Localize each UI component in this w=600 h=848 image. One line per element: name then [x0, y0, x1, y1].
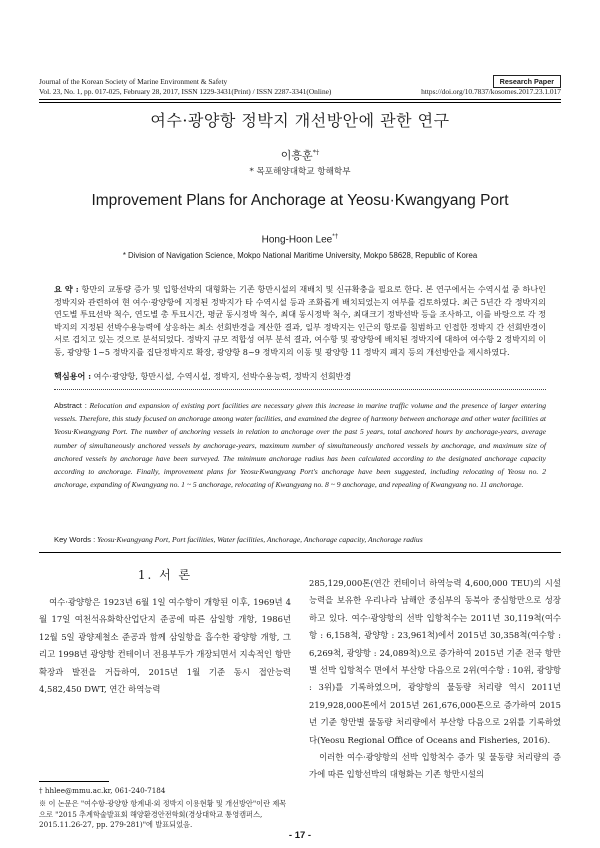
body-column-right	[309, 575, 561, 784]
body-paragraph: 285,129,000톤(연간 컨테이너 하역능력 4,600,000 TEU)의 시설능력을 보유한 우리나라 남해안 중심부의 동북아 중심항만으로 성장하고 있다. 여수·광양항의 선박 입항척수는 2011년 30,119척(여수항 : 6,158척, 광양항 : 23,961척)에서 2015년 30,358척(여수항 : 6,269척, 광양항 : 24,089척)으로 증가하여 2015년 기준 전국 항만별 선박 입항척수 면에서 부산항 다음으로 2위(여수항 : 10위, 광양항 : 3위)를 기록하였으며, 광양항의 물동량 처리량 역시 2011년 219,928,000톤에서 2015년 261,676,000톤으로 증가하여 2015년 기준 항만별 물동량 처리량에서 부산항 다음으로 2위를 기록하였다(Yeosu Regional Office of Oceans and Fisheries, 2016).	[309, 578, 561, 745]
english-keywords-text: Yeosu·Kwangyang Port, Port facilities, Water facilities, Anchorage, Anchorage capacity, Anchorage radius	[97, 535, 423, 544]
english-abstract-label: Abstract :	[54, 401, 87, 410]
header-rule-thin	[39, 102, 561, 103]
paper-type-badge: Research Paper	[493, 75, 561, 88]
doi-link[interactable]: https://doi.org/10.7837/kosomes.2017.23.1.017	[421, 87, 561, 96]
english-keywords-label: Key Words :	[54, 535, 96, 544]
english-author-name: Hong-Hoon Lee	[261, 234, 333, 246]
korean-keywords-label: 핵심용어 :	[54, 371, 92, 381]
body-column-left	[39, 594, 291, 698]
korean-abstract-label: 요 약 :	[54, 284, 79, 294]
journal-volume: Vol. 23, No. 1, pp. 017-025, February 28, 2017, ISSN 1229-3431(Print) / ISSN 2287-3341(Online)	[39, 87, 332, 96]
section-heading: 1. 서 론	[137, 568, 193, 582]
page-number: - 17 -	[288, 830, 312, 841]
english-abstract	[54, 399, 546, 491]
english-author	[0, 233, 600, 245]
english-keywords	[54, 534, 546, 547]
korean-author-name: 이흥훈	[280, 149, 313, 162]
korean-title: 여수·광양항 정박지 개선방안에 관한 연구	[150, 111, 450, 130]
english-abstract-text: Relocation and expansion of existing port facilities are necessary given this increase in marine traffic volume and the presence of larger entering vessels. Therefore, this study focused on anchorage among water facilities, and examined the degree of harmony between anchorage and other water facilities at Yeosu·Kwangyang Port. The number of anchoring vessels in relation to anchorage over the past 5 years, total anchored hours by anchorage-years, average number of simultaneously anchored vessels by anchorage-years, maximum number of simultaneously anchored vessels by anchorage, and maximum size of anchored vessels by anchorage have been surveyed. The minimum anchorage radius has been calculated according to the designated anchorage capacity according to anchorage. Finally, improvement plans for Yeosu·Kwangyang Port's anchorage have been suggested, including relocating of Yeosu no. 2 anchorage, expanding of Kwangyang no. 1 ~ 5 anchorage, relocating of Kwangyang no. 8 ~ 9 anchorage, and repealing of Kwangyang no. 11 anchorage.	[54, 401, 546, 490]
abstract-end-rule	[39, 552, 561, 553]
footnote-note: ※ 이 논문은 "여수항·광양항 항계내·외 정박지 이용현황 및 개선방안"이란 제목으로 "2015 추계학술발표회 해양환경안전학회(경상대학교 통영캠퍼스, 2015.11.26-27, pp. 279-281)"에 발표되었음.	[39, 799, 287, 830]
footnote-contact: † hhlee@mmu.ac.kr, 061-240-7184	[39, 786, 166, 795]
english-author-mark: *†	[332, 233, 339, 240]
abstract-divider	[54, 389, 546, 390]
korean-affiliation: * 목포해양대학교 항해학부	[249, 167, 351, 177]
english-title: Improvement Plans for Anchorage at Yeosu·Kwangyang Port	[91, 192, 509, 209]
footnote-rule	[39, 781, 109, 782]
korean-keywords-text: 여수·광양항, 항만시설, 수역시설, 정박지, 선박수용능력, 정박지 선회반경	[93, 371, 352, 381]
korean-author	[0, 147, 600, 163]
korean-keywords	[54, 370, 546, 383]
header-rule	[39, 99, 561, 100]
journal-info	[39, 77, 331, 97]
korean-abstract	[54, 283, 546, 359]
english-affiliation: * Division of Navigation Science, Mokpo National Maritime University, Mokpo 58628, Republic of Korea	[122, 251, 478, 260]
journal-name: Journal of the Korean Society of Marine Environment & Safety	[39, 77, 228, 86]
body-paragraph: 여수·광양항은 1923년 6월 1일 여수항이 개항된 이후, 1969년 4월 17일 여천석유화학산업단지 준공에 따른 삼일항 개항, 1986년 12월 5일 광양제철소 준공과 함께 삼일항을 흡수한 광양항 개항, 그리고 1998년 광양항 컨테이너 전용부두가 개장되면서 지속적인 항만 확장과 발전을 거듭하여, 2015년 1월 기준 동시 접안능력 4,582,450 DWT, 연간 하역능력	[39, 597, 291, 695]
korean-author-mark: *†	[312, 148, 320, 157]
korean-abstract-text: 항만의 교통량 증가 및 입항선박의 대형화는 기존 항만시설의 재배치 및 신규확충을 필요로 한다. 본 연구에서는 수역시설 중 하나인 정박지와 관련하여 현 여수·광양항에 지정된 정박지가 타 수역시설 등과 조화롭게 배치되었는지 여부를 검토하였다. 최근 5년간 각 정박지의 연도별 투묘선박 척수, 연도별 총 투묘시간, 평균 동시정박 척수, 최대 동시정박 척수, 최대크기 정박선박 등을 조사하고, 이를 바탕으로 각 정박지의 지정된 선박수용능력에 상응하는 최소 선회반경을 계산한 결과, 일부 정박지는 인근의 항로를 침범하고 인접한 정박지 간 선회반경이 서로 겹치고 있는 것으로 분석되었다. 정박지 규모 적합성 여부 분석 결과, 여수항 및 광양항에 배치된 정박지에 대하여 여수항 2 정박지의 이동, 광양항 1~5 정박지를 집단정박지로 확장, 광양항 8~9 정박지의 이동 및 광양항 11 정박지 폐지 등의 개선방안을 제시하였다.	[54, 284, 546, 357]
body-paragraph: 이러한 여수·광양항의 선박 입항척수 증가 및 물동량 처리량의 증가에 따른 입항선박의 대형화는 기존 항만시설의	[309, 752, 561, 780]
